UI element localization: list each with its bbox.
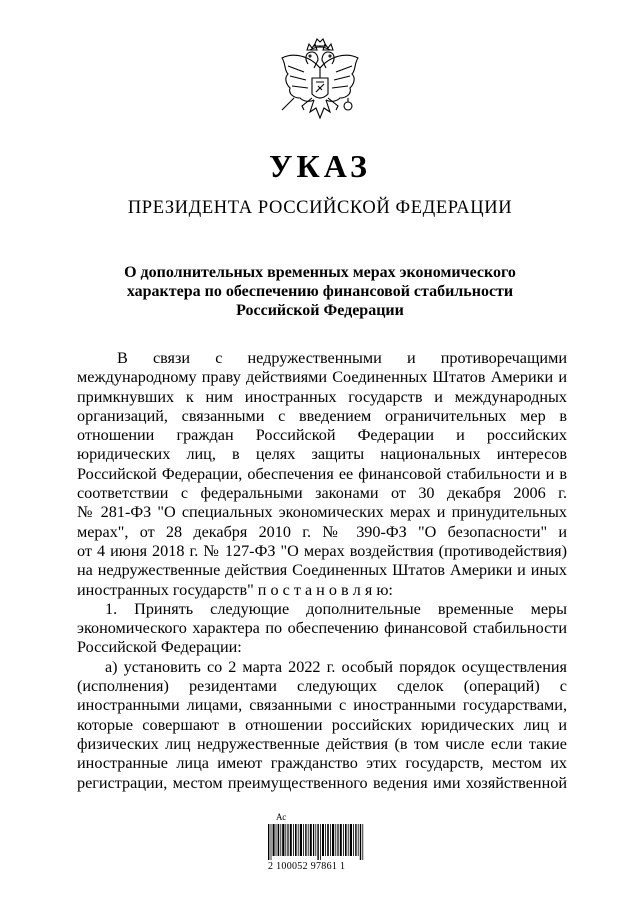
body-line: экономического характера по обеспечению финансовой стабильности <box>77 619 567 638</box>
heading-line: Российской Федерации <box>236 302 404 319</box>
body-line: Российской Федерации, обеспечения ее финансовой стабильности и в <box>77 464 567 483</box>
body-line: Российской Федерации: <box>77 638 242 657</box>
heading-line: О дополнительных временных мерах экономического <box>124 264 516 281</box>
barcode <box>268 812 368 872</box>
body-line: физических лиц недружественные действия (в том числе если такие <box>77 734 567 753</box>
barcode-bars-icon <box>268 824 368 860</box>
body-line: В связи с недружественными и противоречащими <box>117 349 567 367</box>
barcode-mark: Ас <box>276 812 287 822</box>
body-line: иностранных государств" п о с т а н о в л я ю: <box>77 580 393 599</box>
body-line: № 281-ФЗ "О специальных экономических мерах и принудительных <box>77 503 567 522</box>
body-line: регистрации, местом преимущественного ведения ими хозяйственной <box>77 773 567 792</box>
body-line: отношении граждан Российской Федерации и российских <box>77 426 567 445</box>
body-line: которые совершают в отношении российских юридических лиц и <box>77 715 567 734</box>
body-line: соответствии с федеральными законами от 30 декабря 2006 г. <box>77 484 567 503</box>
body-line: организаций, связанными с введением ограничительных мер в <box>77 406 567 425</box>
body-line: на недружественные действия Соединенных Штатов Америки и иных <box>77 561 567 580</box>
body-line: от 4 июня 2018 г. № 127-ФЗ "О мерах воздействия (противодействия) <box>77 541 567 560</box>
body-line: иностранные лица имеют гражданство этих государств, местом их <box>77 754 567 773</box>
body-line: иностранными лицами, связанными с иностранными государствами, <box>77 696 567 715</box>
heading-line: характера по обеспечению финансовой стабильности <box>126 283 514 300</box>
body-line: (исполнения) резидентами следующих сделок (операций) с <box>77 677 567 696</box>
barcode-number: 2 100052 97861 1 <box>268 861 346 872</box>
document-subtitle: ПРЕЗИДЕНТА РОССИЙСКОЙ ФЕДЕРАЦИИ <box>127 198 513 218</box>
russian-coat-of-arms-icon <box>274 38 366 138</box>
document-heading <box>100 263 540 320</box>
document-body <box>77 349 567 793</box>
body-line: а) установить со 2 марта 2022 г. особый порядок осуществления <box>105 657 567 676</box>
document-title: УКАЗ <box>269 148 371 184</box>
body-line: международному праву действиями Соединенных Штатов Америки и <box>77 368 567 387</box>
body-line: 1. Принять следующие дополнительные временные меры <box>105 599 567 618</box>
body-line: мерах", от 28 декабря 2010 г. № 390-ФЗ "О безопасности" и <box>77 522 567 541</box>
body-line: примкнувших к ним иностранных государств и международных <box>77 387 567 406</box>
body-line: юридических лиц, в целях защиты национальных интересов <box>77 445 567 464</box>
